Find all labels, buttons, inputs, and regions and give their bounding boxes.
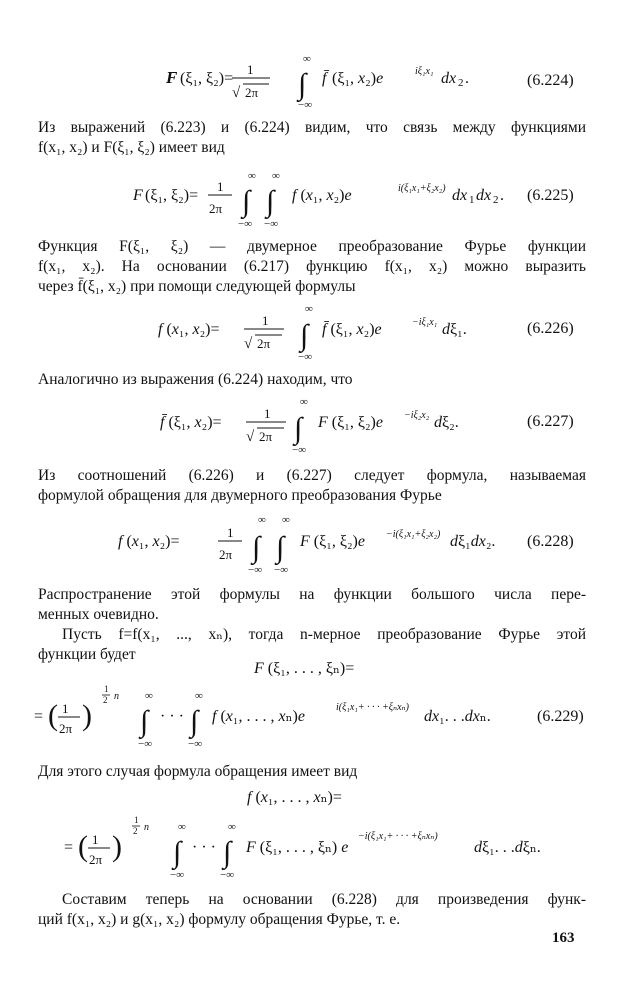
svg-text:2π: 2π [89, 852, 103, 867]
paragraph-line: Составим теперь на основании (6.228) для произведения функ- [62, 891, 586, 908]
page-number: 163 [552, 930, 575, 946]
svg-text:f̄ (ξ₁, x₂)e: f̄ (ξ₁, x₂)e [322, 321, 382, 338]
svg-text:∞: ∞ [248, 170, 256, 182]
equation-number: (6.226) [527, 320, 574, 337]
svg-text:2: 2 [493, 194, 499, 206]
equation-number: (6.225) [527, 187, 574, 204]
equation-6-225 [0, 163, 624, 233]
paragraph-line: f(x₁, x₂). На основании (6.217) функцию f(x₁, x₂) можно выразить [38, 258, 586, 275]
svg-text:∞: ∞ [195, 690, 203, 702]
equation-inverse-n-dim [0, 784, 624, 884]
svg-text:.: . [500, 187, 504, 204]
svg-text:∫: ∫ [190, 705, 199, 738]
equation-number: (6.229) [537, 708, 584, 725]
svg-text:∫: ∫ [298, 68, 307, 101]
svg-text:F (ξ₁, ξ₂)e: F (ξ₁, ξ₂)e [318, 414, 383, 431]
svg-text:F: F [166, 68, 178, 87]
svg-text:−∞: −∞ [188, 738, 203, 750]
svg-text:−∞: −∞ [264, 218, 279, 230]
svg-text:2π: 2π [219, 547, 233, 562]
svg-text:f̄ (ξ₁, x₂)=: f̄ (ξ₁, x₂)= [160, 414, 222, 431]
svg-text:1: 1 [227, 525, 234, 540]
svg-text:√: √ [232, 85, 241, 101]
svg-text:2π: 2π [257, 336, 271, 351]
svg-text:2: 2 [133, 826, 138, 836]
svg-text:1: 1 [247, 62, 254, 77]
paragraph-line: f(x₁, x₂) и F(ξ₁, ξ₂) имеет вид [38, 139, 225, 156]
svg-text:): ) [112, 830, 122, 863]
svg-text:√: √ [244, 336, 253, 352]
paragraph-line: формулой обращения для двумерного преобразования Фурье [38, 487, 442, 504]
svg-text:=: = [64, 839, 74, 856]
svg-text:∞: ∞ [178, 821, 186, 833]
svg-text:1: 1 [62, 701, 69, 716]
equation-6-229 [0, 655, 624, 750]
paragraph-line: Пусть f=f(x₁, ..., xₙ), тогда n-мерное преобразование Фурье этой [62, 626, 586, 643]
equation-number: (6.224) [527, 72, 574, 89]
equation-number: (6.228) [527, 533, 574, 550]
paragraph-line: Из выражений (6.223) и (6.224) видим, что связь между функциями [38, 119, 586, 136]
svg-text:i(ξ₁x₁+ξ₂x₂): i(ξ₁x₁+ξ₂x₂) [398, 183, 446, 194]
svg-text:∞: ∞ [282, 514, 290, 526]
svg-text:1: 1 [104, 684, 109, 694]
equation-6-226 [0, 300, 624, 362]
svg-text:∞: ∞ [228, 821, 236, 833]
paragraph-line: Из соотношений (6.226) и (6.227) следует формула, называемая [38, 467, 586, 484]
svg-text:−∞: −∞ [298, 99, 313, 111]
svg-text:· · ·: · · · [192, 839, 216, 856]
svg-text:1: 1 [217, 179, 224, 194]
svg-text:∞: ∞ [272, 170, 280, 182]
svg-text:∫: ∫ [300, 319, 309, 352]
svg-text:1: 1 [92, 832, 99, 847]
svg-text:F: F [133, 187, 143, 204]
svg-text:.: . [465, 70, 469, 87]
paragraph-line: Функция F(ξ₁, ξ₂) — двумерное преобразование Фурье функции [38, 238, 586, 255]
paragraph-line: менных очевидно. [38, 606, 159, 623]
svg-text:∞: ∞ [305, 303, 313, 315]
svg-text:2π: 2π [245, 85, 259, 100]
svg-text:∫: ∫ [266, 185, 275, 218]
svg-text:−∞: −∞ [274, 564, 289, 576]
svg-text:f (x₁, x₂)=: f (x₁, x₂)= [118, 533, 180, 550]
svg-text:∫: ∫ [173, 836, 182, 869]
equation-number: (6.227) [527, 413, 574, 430]
svg-text:2π: 2π [259, 429, 273, 444]
svg-text:2: 2 [103, 695, 108, 705]
svg-text:iξ₁x₁: iξ₁x₁ [415, 66, 434, 77]
svg-text:2π: 2π [209, 201, 223, 216]
svg-text:2: 2 [458, 77, 464, 89]
svg-text:∫: ∫ [242, 185, 251, 218]
svg-text:∞: ∞ [258, 514, 266, 526]
svg-text:∞: ∞ [300, 396, 308, 408]
paragraph-line: Для этого случая формула обращения имеет вид [38, 763, 358, 780]
svg-text:−∞: −∞ [138, 738, 153, 750]
paragraph-line: ций f(x₁, x₂) и g(x₁, x₂) формулу обращения Фурье, т. е. [38, 911, 401, 928]
svg-text:f (x₁, x₂)e: f (x₁, x₂)e [292, 187, 352, 204]
svg-text:(: ( [78, 830, 88, 863]
svg-text:n: n [144, 822, 149, 833]
svg-text:=: = [34, 708, 44, 725]
svg-text:−i(ξ₁x₁+ξ₂x₂): −i(ξ₁x₁+ξ₂x₂) [386, 529, 441, 540]
svg-text:· · ·: · · · [160, 708, 184, 725]
svg-text:∫: ∫ [140, 705, 149, 738]
svg-text:√: √ [246, 429, 255, 445]
equation-6-227 [0, 393, 624, 457]
svg-text:n: n [114, 691, 119, 702]
svg-text:f (x₁, . . . , xₙ)e: f (x₁, . . . , xₙ)e [212, 708, 305, 725]
svg-text:−iξ₂x₂: −iξ₂x₂ [404, 410, 430, 421]
svg-text:−iξ₁x₁: −iξ₁x₁ [412, 317, 438, 328]
svg-text:(ξ₁, ξ₂)=: (ξ₁, ξ₂)= [145, 187, 199, 204]
svg-text:1: 1 [469, 194, 475, 206]
svg-text:−i(ξ₁x₁+ · · · +ξₙxₙ): −i(ξ₁x₁+ · · · +ξₙxₙ) [358, 831, 438, 842]
svg-text:∫: ∫ [223, 836, 232, 869]
svg-text:f̄: f̄ [322, 70, 327, 87]
svg-text:dξ₁dx₂.: dξ₁dx₂. [450, 533, 496, 550]
svg-text:∞: ∞ [145, 690, 153, 702]
svg-text:dx₁. . .dxₙ.: dx₁. . .dxₙ. [424, 708, 491, 725]
svg-text:(ξ₁, x₂)e: (ξ₁, x₂)e [332, 70, 384, 87]
paragraph-line: через f̄(ξ₁, x₂) при помощи следующей формулы [38, 278, 356, 295]
svg-text:dx: dx [476, 187, 492, 204]
svg-text:): ) [82, 699, 92, 732]
equation-6-228 [0, 507, 624, 577]
svg-text:∫: ∫ [294, 412, 303, 445]
svg-text:(ξ₁, ξ₂)=: (ξ₁, ξ₂)= [180, 70, 234, 87]
svg-text:dx: dx [441, 70, 457, 87]
svg-text:1: 1 [262, 313, 269, 328]
svg-text:i(ξ₁x₁+ · · · +ξₙxₙ): i(ξ₁x₁+ · · · +ξₙxₙ) [336, 702, 409, 713]
svg-text:∫: ∫ [252, 531, 261, 564]
svg-text:F (ξ₁, . . . , ξₙ) e: F (ξ₁, . . . , ξₙ) e [246, 839, 349, 856]
svg-text:1: 1 [134, 815, 139, 825]
svg-text:dξ₁.: dξ₁. [442, 321, 467, 338]
svg-text:−∞: −∞ [292, 444, 307, 456]
svg-text:dx: dx [452, 187, 468, 204]
svg-text:F (ξ₁, ξ₂)e: F (ξ₁, ξ₂)e [300, 533, 365, 550]
svg-text:−∞: −∞ [298, 351, 313, 363]
equation-6-224 [0, 50, 624, 110]
svg-text:F (ξ₁, . . . , ξₙ)=: F (ξ₁, . . . , ξₙ)= [254, 660, 355, 677]
paragraph-line: функции будет [38, 646, 136, 663]
paragraph-line: Распространение этой формулы на функции большого числа пере- [38, 586, 586, 603]
svg-text:(: ( [48, 699, 58, 732]
svg-text:∞: ∞ [303, 53, 311, 65]
svg-text:−∞: −∞ [170, 869, 185, 881]
svg-text:dξ₁. . .dξₙ.: dξ₁. . .dξₙ. [474, 839, 541, 856]
svg-text:−∞: −∞ [248, 564, 263, 576]
svg-text:f (x₁, x₂)=: f (x₁, x₂)= [158, 321, 220, 338]
svg-text:−∞: −∞ [220, 869, 235, 881]
svg-text:dξ₂.: dξ₂. [434, 414, 459, 431]
paragraph-line: Аналогично из выражения (6.224) находим, что [38, 371, 353, 388]
svg-text:2π: 2π [59, 721, 73, 736]
svg-text:f (x₁, . . . , xₙ)=: f (x₁, . . . , xₙ)= [247, 789, 342, 806]
svg-text:1: 1 [264, 406, 271, 421]
svg-text:∫: ∫ [276, 531, 285, 564]
svg-text:−∞: −∞ [238, 218, 253, 230]
